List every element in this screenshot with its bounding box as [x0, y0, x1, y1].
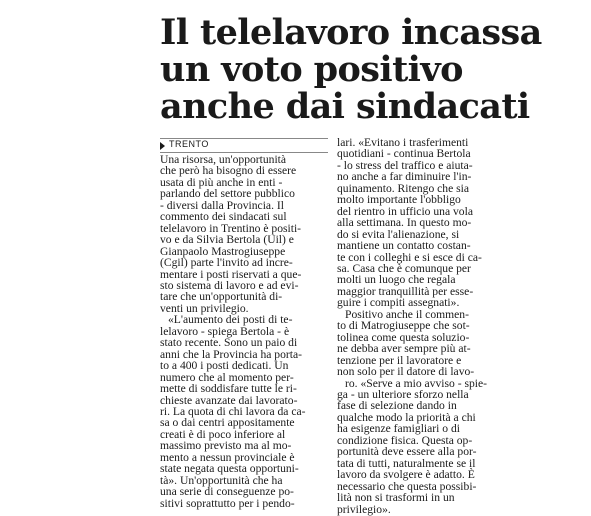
text-line: molti un luogo che regala	[337, 273, 456, 287]
text-line: parlando del settore pubblico	[160, 187, 295, 201]
text-line: tolinea come questa soluzio-	[337, 330, 470, 344]
text-line: numero che al momento per-	[160, 370, 294, 384]
text-line: portunità deve essere alla por-	[337, 445, 477, 459]
section-kicker	[160, 138, 328, 153]
text-line: usata di più anche in enti -	[160, 175, 283, 189]
text-line: qualche modo la priorità a chi	[337, 410, 476, 424]
text-line: creati è di poco inferiore al	[160, 427, 286, 441]
headline-line: un voto positivo	[160, 49, 463, 90]
text-line: do si evita l'alienazione, si	[337, 227, 460, 241]
text-line: tenzione per il lavoratore e	[337, 353, 462, 367]
text-line: mento a nessun provinciale è	[160, 450, 295, 464]
text-line: state negata questa opportuni-	[160, 462, 299, 476]
text-line: lari. «Evitano i trasferimenti	[337, 136, 469, 149]
text-line: non solo per il datore di lavo-	[337, 365, 475, 379]
text-line: - lo stress del traffico e aiuta-	[337, 158, 473, 172]
text-line: Una risorsa, un'opportunità	[160, 153, 287, 166]
text-line: vo e da Silvia Bertola (Uil) e	[160, 233, 294, 247]
text-line: ga - un ulteriore sforzo nella	[337, 387, 469, 401]
text-line: chieste avanzate dai lavorato-	[160, 393, 298, 407]
headline-line: anche dai sindacati	[160, 86, 530, 127]
text-line: privilegio».	[337, 502, 391, 516]
text-line: fase di selezione dando in	[337, 399, 457, 413]
text-line: necessario che questa possibi-	[337, 479, 477, 493]
text-line: molto importante l'obbligo	[337, 193, 461, 207]
text-line: condizione fisica. Questa op-	[337, 433, 473, 447]
text-line: tà». Un'opportunità che ha	[160, 473, 283, 487]
text-line: che però ha bisogno di essere	[160, 164, 297, 178]
text-line: maggior tranquillità per esse-	[337, 284, 474, 298]
text-line: mentare i posti riservati a que-	[160, 267, 302, 281]
text-line: guire i compiti assegnati».	[337, 296, 460, 310]
text-line: «L'aumento dei posti di te-	[168, 313, 293, 327]
text-line: tare che un'opportunità di-	[160, 290, 283, 304]
text-column-left	[160, 154, 333, 509]
text-line: quinamento. Ritengo che sia	[337, 181, 470, 195]
text-line: telelavoro in Trentino è positi-	[160, 221, 302, 235]
text-line: sto sistema di lavoro e ad evi-	[160, 278, 299, 292]
text-line: mette di soddisfare tutte le ri-	[160, 382, 297, 396]
headline-line: Il telelavoro incassa	[160, 12, 542, 53]
text-line: Positivo anche il commen-	[345, 307, 469, 321]
text-line: una serie di conseguenze po-	[160, 485, 294, 499]
text-line: alla settimana. In questo mo-	[337, 216, 472, 230]
text-line: ro. «Serve a mio avviso - spie-	[345, 376, 487, 390]
triangle-icon	[160, 142, 165, 150]
text-line: sitivi soprattutto per i pendo-	[160, 496, 295, 510]
text-line: lità non si trasformi in un	[337, 491, 455, 505]
text-line: stato recente. Sono un paio di	[160, 336, 298, 350]
text-column-right	[337, 137, 513, 515]
text-line: no anche a far diminuire l'in-	[337, 170, 472, 184]
text-line: quotidiani - continua Bertola	[337, 147, 471, 161]
text-line: massimo previsto ma al mo-	[160, 439, 292, 453]
text-line: ri. La quota di chi lavora da ca-	[160, 404, 306, 418]
text-line: to a 400 i posti dedicati. Un	[160, 359, 289, 373]
text-line: anni che la Provincia ha porta-	[160, 347, 302, 361]
text-line: Gianpaolo Mastrogiuseppe	[160, 244, 286, 258]
text-line: tata di tutti, naturalmente se il	[337, 456, 476, 470]
text-line: (Cgil) parte l'invito ad incre-	[160, 256, 293, 270]
text-line: lavoro da svolgere è adatto. È	[337, 468, 475, 482]
text-line: - diversi dalla Provincia. Il	[160, 198, 284, 212]
text-line: sa. Casa che è comunque per	[337, 261, 471, 275]
text-line: ha esigenze famigliari o di	[337, 422, 460, 436]
text-line: ne debba aver sempre più at-	[337, 342, 471, 356]
text-line: sa o dai centri appositamente	[160, 416, 295, 430]
text-line: del rientro in ufficio una vola	[337, 204, 473, 218]
text-line: mantiene un contatto costan-	[337, 239, 471, 253]
text-line: venti un privilegio.	[160, 301, 249, 315]
section-label: TRENTO	[169, 139, 209, 149]
text-line: commento dei sindacati sul	[160, 210, 287, 224]
text-line: lelavoro - spiega Bertola - è	[160, 324, 290, 338]
text-line: te con i colleghi e si esce di ca-	[337, 250, 482, 264]
headline	[160, 14, 570, 125]
text-line: to di Matrogiuseppe che sot-	[337, 319, 470, 333]
